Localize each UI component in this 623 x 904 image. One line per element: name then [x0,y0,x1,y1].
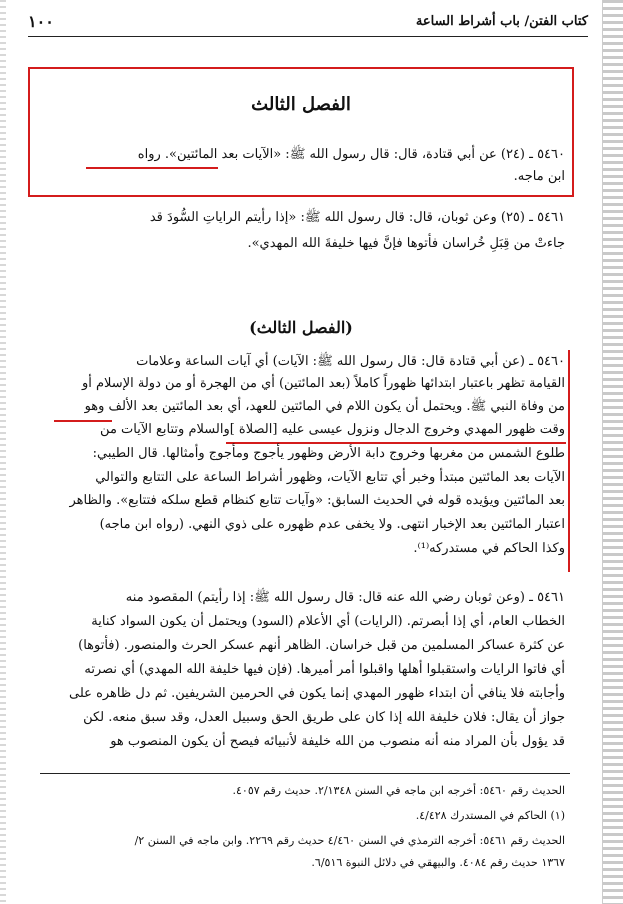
commentary-line: الخطاب العام، أي إذا أبصرتم. (الرايات) أي الأعلام (السود) ويحتمل أن يكون السواد كناية [91,614,565,629]
header-title: كتاب الفتن/ باب أشراط الساعة [415,14,588,29]
footnote-divider [40,773,570,774]
commentary-line: وكذا الحاكم في مستدركه⁽¹⁾. [413,541,565,556]
commentary-line: بعد المائتين ويؤيده قوله في الحديث السابق: «وآيات تتابع كنظام قطع سلكه فتتابع». والظاهر [69,493,565,508]
commentary-line: وقت ظهور المهدي وخروج الدجال ونزول عيسى عليه [الصلاة ]والسلام وتتابع الآيات من [100,422,565,437]
red-highlight-box [28,67,574,197]
commentary-line: جواز أن يقال: فلان خليفة الله إذا كان على طريق الحق وسبيل العدل، وقد سبق منعه. لكن [83,710,565,725]
commentary-line: اعتبار المائتين بعد الإخبار انتهى. ولا يخفى عدم ظهوره على ذوي النهي. (رواه ابن ماجه) [99,517,565,532]
footnote: الحديث رقم ٥٤٦٠: أخرجه ابن ماجه في السنن ٢/١٣٤٨. حديث رقم ٤٠٥٧. [232,784,565,797]
footnote: ١٣٦٧ حديث رقم ٤٠٨٤. والبيهقي في دلائل النبوة ٦/٥١٦. [311,856,565,869]
commentary-line: ٥٤٦١ ـ (وعن ثوبان رضي الله عنه قال: قال رسول الله ﷺ: إذا رأيتم) المقصود منه [125,590,565,605]
commentary-line: عن كثرة عساكر المسلمين من قبل خراسان. الظاهر أنهم عسكر الحرث والمنصور. (فأتوها) [78,638,565,653]
commentary-line: من وفاة النبي ﷺ. ويحتمل أن يكون اللام في المائتين للعهد، أي بعد المائتين بعد الألف وهو [84,399,565,414]
page-edge-left [0,0,6,904]
commentary-line: القيامة تظهر باعتبار ابتدائها ظهوراً كاملاً (بعد المائتين) أي من الهجرة أو من دولة الإسلام أو [81,376,565,391]
hadith-line-3: ٥٤٦١ ـ (٢٥) وعن ثوبان، قال: قال رسول الله ﷺ: «إذا رأيتم الراياتِ السُّودَ قد [149,210,565,225]
commentary-line: ٥٤٦٠ ـ (عن أبي قتادة قال: قال رسول الله ﷺ: الآيات) أي آيات الساعة وعلامات [136,354,565,369]
section-heading: الفصل الثالث [251,94,351,115]
footnote: (١) الحاكم في المستدرك ٤/٤٢٨. [415,809,565,822]
page-edge-right [602,0,623,904]
commentary-line: أي فاتوا الرايات واستقبلوا أهلها واقبلوا أمر أميرها. (فإن فيها خليفة الله المهدي) أي نصرته [84,662,565,677]
commentary-line: الآيات بعد المائتين مبتدأ وخبر أي تتابع الآيات، وظهور أشراط الساعة على التتابع والتوالي [95,470,565,485]
hadith-line-2: ابن ماجه. [513,169,565,184]
commentary-line: طلوع الشمس من مغربها وخروج دابة الأرض وظهور يأجوج ومأجوج وأمثالها. قال الطيبي: [92,446,565,461]
commentary-line: وأجابته فلا ينافي أن ابتداء ظهور المهدي إنما يكون في الحرمين الشريفين. ثم دل ظاهره على [69,686,565,701]
page-number: ١٠٠ [28,12,54,31]
hadith-line-4: جاءتْ من قِبَلِ خُراسان فأتوها فإنَّ فيها خليفةَ الله المهدي». [247,236,565,251]
footnote: الحديث رقم ٥٤٦١: أخرجه الترمذي في السنن ٤/٤٦٠ حديث رقم ٢٢٦٩. وابن ماجه في السنن ٢/ [134,834,565,847]
hadith-line-1: ٥٤٦٠ ـ (٢٤) عن أبي قتادة، قال: قال رسول الله ﷺ: «الآيات بعد المائتين». رواه [137,147,565,162]
red-margin-line [568,350,570,572]
red-underline [86,167,218,169]
running-header [28,10,588,37]
commentary-heading: (الفصل الثالث) [249,318,353,337]
commentary-line: قد يؤول بأن المراد منه أنه منصوب من الله خليفة لأنبيائه فيصح أن يكون المنصوب هو [110,734,565,749]
